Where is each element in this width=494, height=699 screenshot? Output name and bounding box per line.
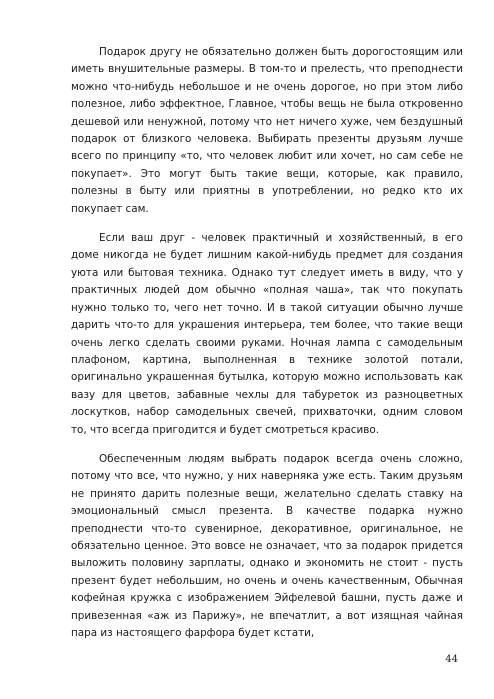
paragraph-practical-friend: Если ваш друг - человек практичный и хозяйственный, в его доме никогда не будет лишним какой-нибудь предмет для создания уюта или бытовая техника. Однако тут следует иметь в виду, что у практичных людей дом обычно «полная чаша», так что покупать нужно только то, чего нет точно. И в такой ситуации обычно лучше дарить что-то для украшения интерьера, тем более, что такие вещи очень легко сделать своими руками. Ночная лампа с самодельным плафоном, картина, выполненная в технике золотой потали, оригинально украшенная бутылка, которую можно использовать как вазу для цветов, забавные чехлы для табуреток из разноцветных лоскутков, набор самодельных свечей, прихваточки, одним словом то, что всегда пригодится и будет смотреться красиво. — [71, 232, 463, 436]
body-text — [71, 44, 463, 654]
paragraph-gift-size: Подарок другу не обязательно должен быть дорогостоящим или иметь внушительные размеры. В том-то и прелесть, что преподнести можно что-нибудь небольшое и не очень дорогое, но при этом либо полезное, либо эффектное, Главное, чтобы вещь не была откровенно дешевой или ненужной, потому что нет ничего хуже, чем бездушный подарок от близкого человека. Выбирать презенты друзьям лучше всего по принципу «то, что человек любит или хочет, но сам себе не покупает». Это могут быть такие вещи, которые, как правило, полезны в быту или приятны в употреблении, но редко кто их покупает сам. — [71, 46, 463, 215]
paragraph-wealthy-people: Обеспеченным людям выбрать подарок всегда очень сложно, потому что все, что нужно, у них наверняка уже есть. Таким друзьям не принято дарить полезные вещи, желательно сделать ставку на эмоциональный смысл презента. В качестве подарка нужно преподнести что-то сувенирное, декоративное, оригинальное, не обязательно ценное. Это вовсе не означает, что за подарок придется выложить половину зарплаты, однако и экономить не стоит - пусть презент будет небольшим, но очень и очень качественным, Обычная кофейная кружка с изображением Эйфелевой башни, пусть даже и привезенная «аж из Парижу», не впечатлит, а вот изящная чайная пара из настоящего фарфора будет кстати, — [71, 452, 463, 639]
page-number: 44 — [445, 654, 458, 665]
